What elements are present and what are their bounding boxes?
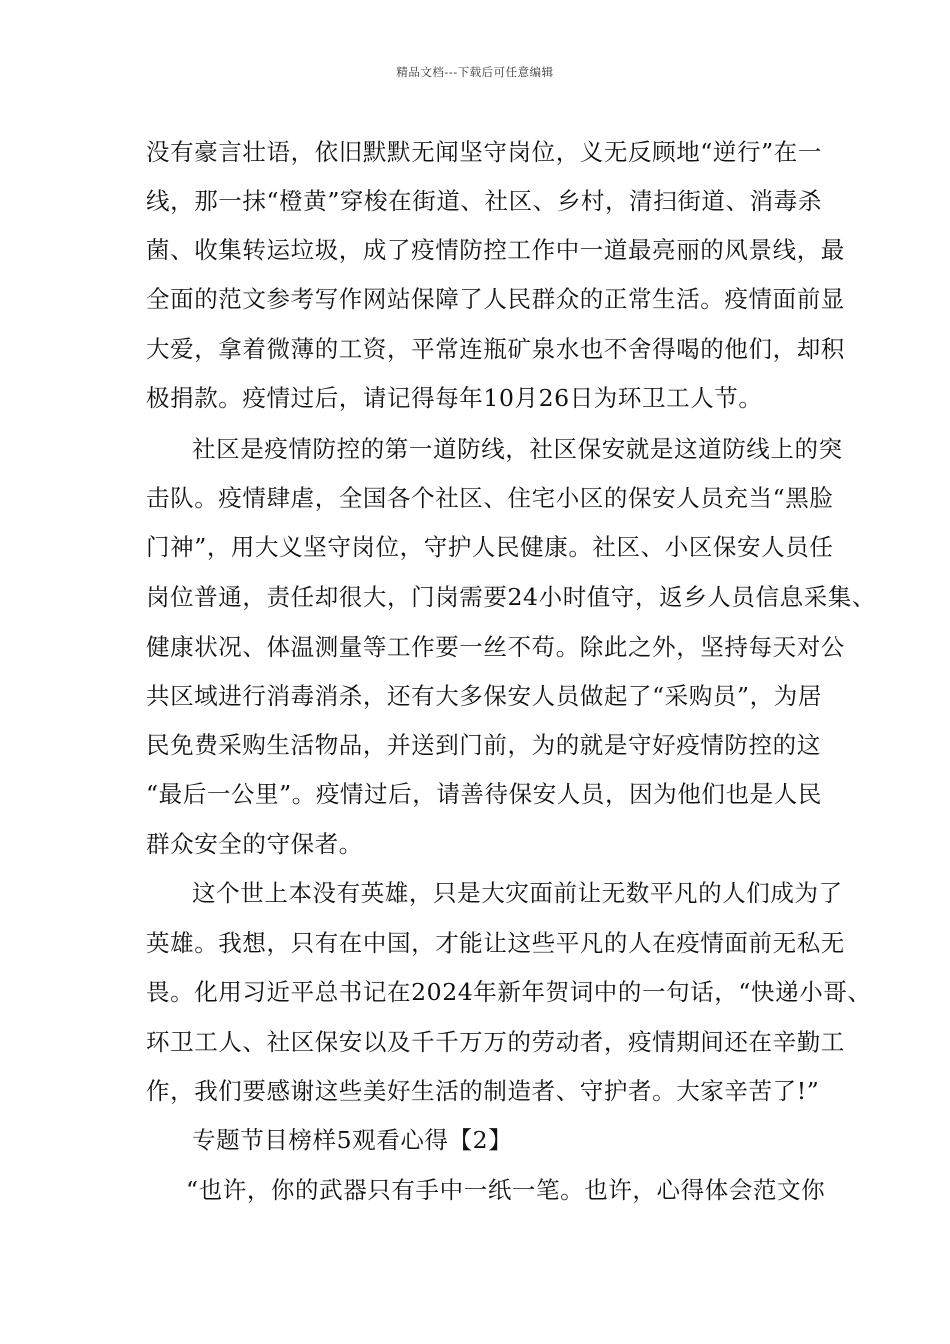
paragraph-line: 大爱，拿着微薄的工资，平常连瓶矿泉水也不舍得喝的他们，却积	[146, 335, 845, 363]
paragraph-line: 线，那一抹“橙黄”穿梭在街道、社区、乡村，清扫街道、消毒杀	[146, 187, 822, 215]
paragraph-line: 民免费采购生活物品，并送到门前，为的就是守好疫情防控的这	[146, 731, 821, 759]
paragraph-line: 环卫工人、社区保安以及千千万万的劳动者，疫情期间还在辛勤工	[146, 1028, 845, 1056]
paragraph-line: “最后一公里”。疫情过后，请善待保安人员，因为他们也是人民	[146, 780, 822, 808]
page-header: 精品文档---下载后可任意编辑	[396, 65, 554, 79]
paragraph-line: “也许，你的武器只有手中一纸一笔。也许，心得体会范文你	[186, 1176, 826, 1204]
paragraph-line: 菌、收集转运垃圾，成了疫情防控工作中一道最亮丽的风景线，最	[146, 236, 845, 264]
paragraph-line: 全面的范文参考写作网站保障了人民群众的正常生活。疫情面前显	[146, 285, 845, 313]
paragraph-line: 社区是疫情防控的第一道防线，社区保安就是这道防线上的突	[192, 435, 843, 463]
paragraph-line: 共区域进行消毒消杀，还有大多保安人员做起了“采购员”，为居	[146, 682, 822, 710]
paragraph-line: 群众安全的守保者。	[146, 830, 363, 858]
paragraph-line: 极捐款。疫情过后，请记得每年10月26日为环卫工人节。	[146, 384, 763, 412]
paragraph-line: 健康状况、体温测量等工作要一丝不苟。除此之外，坚持每天对公	[146, 633, 845, 661]
paragraph-line: 门神”，用大义坚守岗位，守护人民健康。社区、小区保安人员任	[146, 533, 834, 561]
paragraph-line: 击队。疫情肆虐，全国各个社区、住宅小区的保安人员充当“黑脸	[146, 484, 834, 512]
paragraph-line: 作，我们要感谢这些美好生活的制造者、守护者。大家辛苦了!”	[146, 1077, 820, 1105]
section-heading: 专题节目榜样5观看心得【2】	[192, 1126, 513, 1154]
paragraph-line: 这个世上本没有英雄，只是大灾面前让无数平凡的人们成为了	[192, 879, 843, 907]
paragraph-line: 畏。化用习近平总书记在2024年新年贺词中的一句话，“快递小哥、	[146, 978, 872, 1006]
paragraph-line: 没有豪言壮语，依旧默默无闻坚守岗位，义无反顾地“逆行”在一	[146, 138, 822, 166]
paragraph-line: 英雄。我想，只有在中国，才能让这些平凡的人在疫情面前无私无	[146, 929, 845, 957]
paragraph-line: 岗位普通，责任却很大，门岗需要24小时值守，返乡人员信息采集、	[146, 583, 877, 611]
